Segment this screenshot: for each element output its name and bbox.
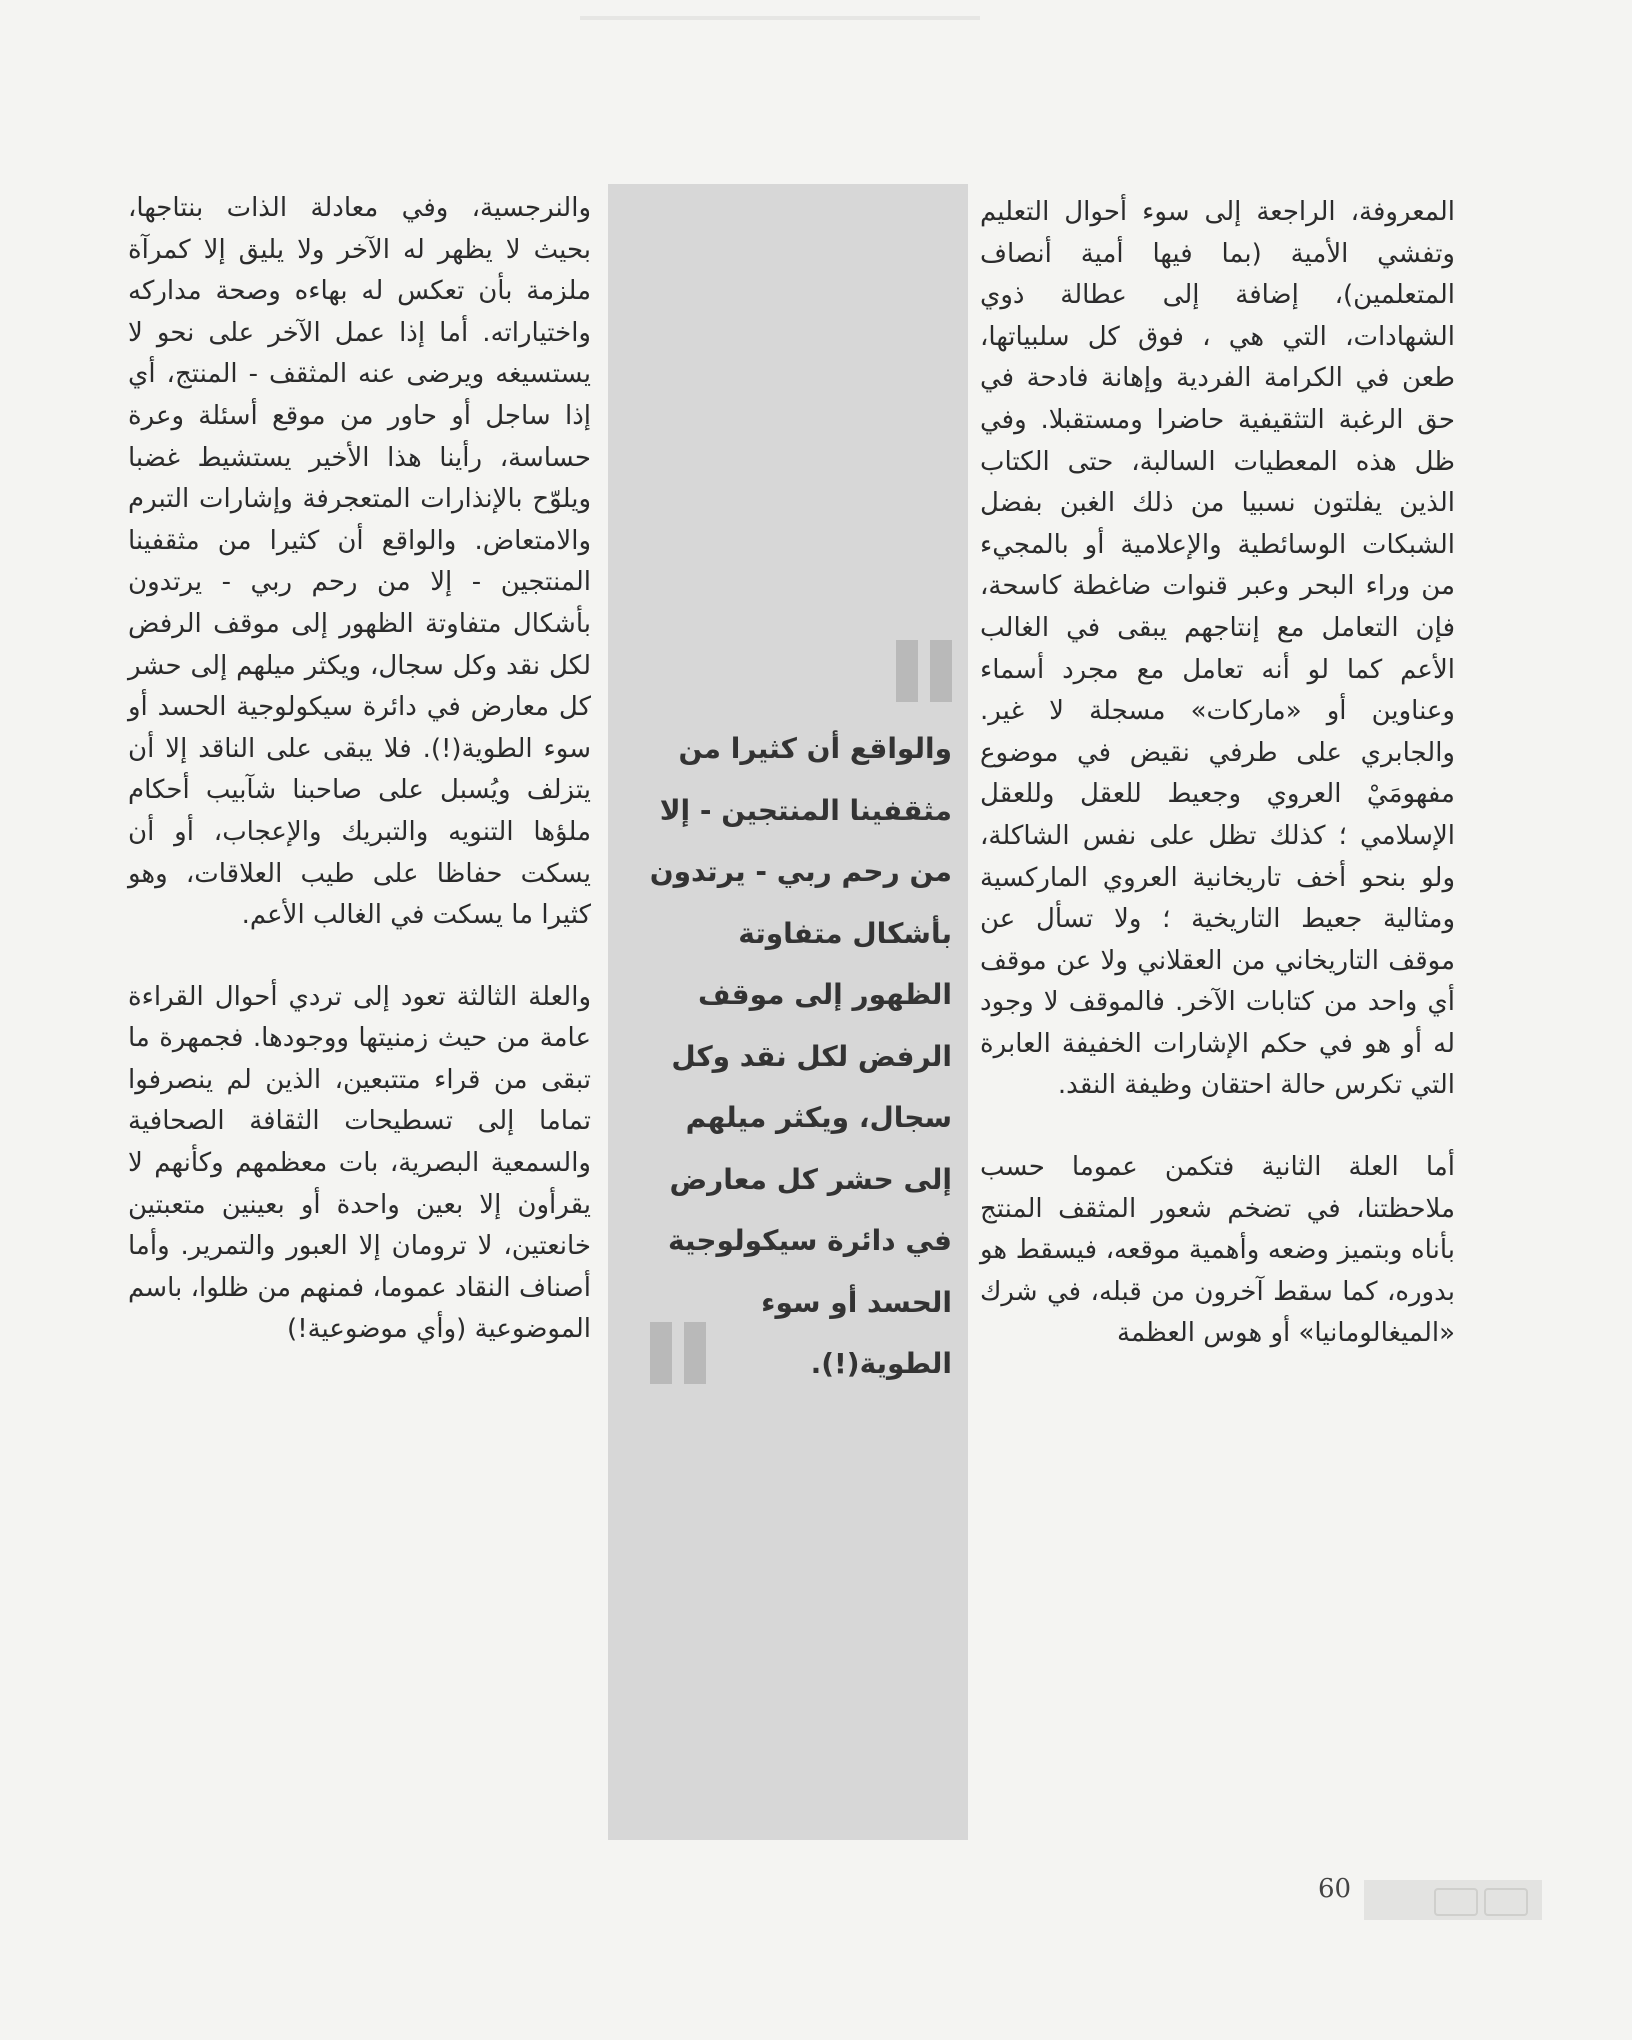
page-number: 60 bbox=[1318, 1874, 1352, 1904]
left-paragraph-2: والعلة الثالثة تعود إلى تردي أحوال القراءة عامة من حيث زمنيتها ووجودها. فجمهرة ما تبقى من قراء متتبعين، الذين لم ينصرفوا تماما إلى تسطيحات الثقافة الصحافية والسمعية البصرية، بات معظمهم وكأنهم لا يقرأون إلا بعين واحدة أو بعينين متعبتين خانعتين، لا ترومان إلا العبور والتمرير. وأما أصناف النقاد عموما، فمنهم من ظلوا، باسم الموضوعية (وأي موضوعية!) bbox=[128, 981, 591, 1345]
right-paragraph-1: المعروفة، الراجعة إلى سوء أحوال التعليم وتفشي الأمية (بما فيها أمية أنصاف المتعلمين)، إضافة إلى عطالة ذوي الشهادات، التي هي ، فوق كل سلبياتها، طعن في الكرامة الفردية وإهانة فادحة في حق الرغبة التثقيفية حاضرا ومستقبلا. وفي ظل هذه المعطيات السالبة، حتى الكتاب الذين يفلتون نسبيا من ذلك الغبن بفضل الشبكات الوسائطية والإعلامية أو بالمجيء من وراء البحر وعبر قنوات ضاغطة كاسحة، فإن التعامل مع إنتاجهم يبقى في الغالب الأعم كما لو أنه تعامل مع مجرد أسماء وعناوين أو «ماركات» مسجلة لا غير. والجابري على طرفي نقيض في موضوع مفهومَيْ العروي وجعيط للعقل وللعقل الإسلامي ؛ كذلك تظل على نفس الشاكلة، ولو بنحو أخف تاريخانية العروي الماركسية ومثالية جعيط التاريخية ؛ ولا تسأل عن موقف التاريخاني من العقلاني ولا عن موقف أي واحد من كتابات الآخر. فالموقف لا وجود له أو هو في حكم الإشارات الخفيفة العابرة التي تكرس حالة احتقان وظيفة النقد. bbox=[980, 197, 1455, 1101]
left-text-column bbox=[128, 188, 591, 1351]
left-paragraph-1: والنرجسية، وفي معادلة الذات بنتاجها، بحيث لا يظهر له الآخر ولا يليق إلا كمرآة ملزمة بأن تعكس له بهاءه وصحة مداركه واختياراته. أما إذا عمل الآخر على نحو لا يستسيغه ويرضى عنه المثقف - المنتج، أي إذا ساجل أو حاور من موقع أسئلة وعرة حساسة، رأينا هذا الأخير يستشيط غضبا ويلوّح بالإنذارات المتعجرفة وإشارات التبرم والامتعاض. والواقع أن كثيرا من مثقفينا المنتجين - إلا من رحم ربي - يرتدون بأشكال متفاوتة الظهور إلى موقف الرفض لكل نقد وكل سجال، ويكثر ميلهم إلى حشر كل معارض في دائرة سيكولوجية الحسد أو سوء الطوية(!). فلا يبقى على الناقد إلا أن يتزلف ويُسبل على صاحبنا شآبيب أحكام ملؤها التنويه والتبريك والإعجاب، أو أن يسكت حفاظا على طيب العلاقات، وهو كثيرا ما يسكت في الغالب الأعم. bbox=[128, 193, 591, 931]
open-quote-icon bbox=[896, 640, 958, 702]
right-text-column bbox=[980, 192, 1455, 1355]
right-paragraph-2: أما العلة الثانية فتكمن عموما حسب ملاحظتنا، في تضخم شعور المثقف المنتج بأناه وبتميز وضعه وأهمية موقعه، فيسقط هو بدوره، كما سقط آخرون من قبله، في شرك «الميغالومانيا» أو هوس العظمة bbox=[980, 1152, 1455, 1349]
magazine-logo-icon bbox=[1364, 1880, 1542, 1920]
page-top-edge bbox=[580, 16, 980, 20]
close-quote-icon bbox=[650, 1322, 712, 1384]
pull-quote-text: والواقع أن كثيرا من مثقفينا المنتجين - إلا من رحم ربي - يرتدون بأشكال متفاوتة الظهور إلى موقف الرفض لكل نقد وكل سجال، ويكثر ميلهم إلى حشر كل معارض في دائرة سيكولوجية الحسد أو سوء الطوية(!). bbox=[649, 732, 952, 1380]
